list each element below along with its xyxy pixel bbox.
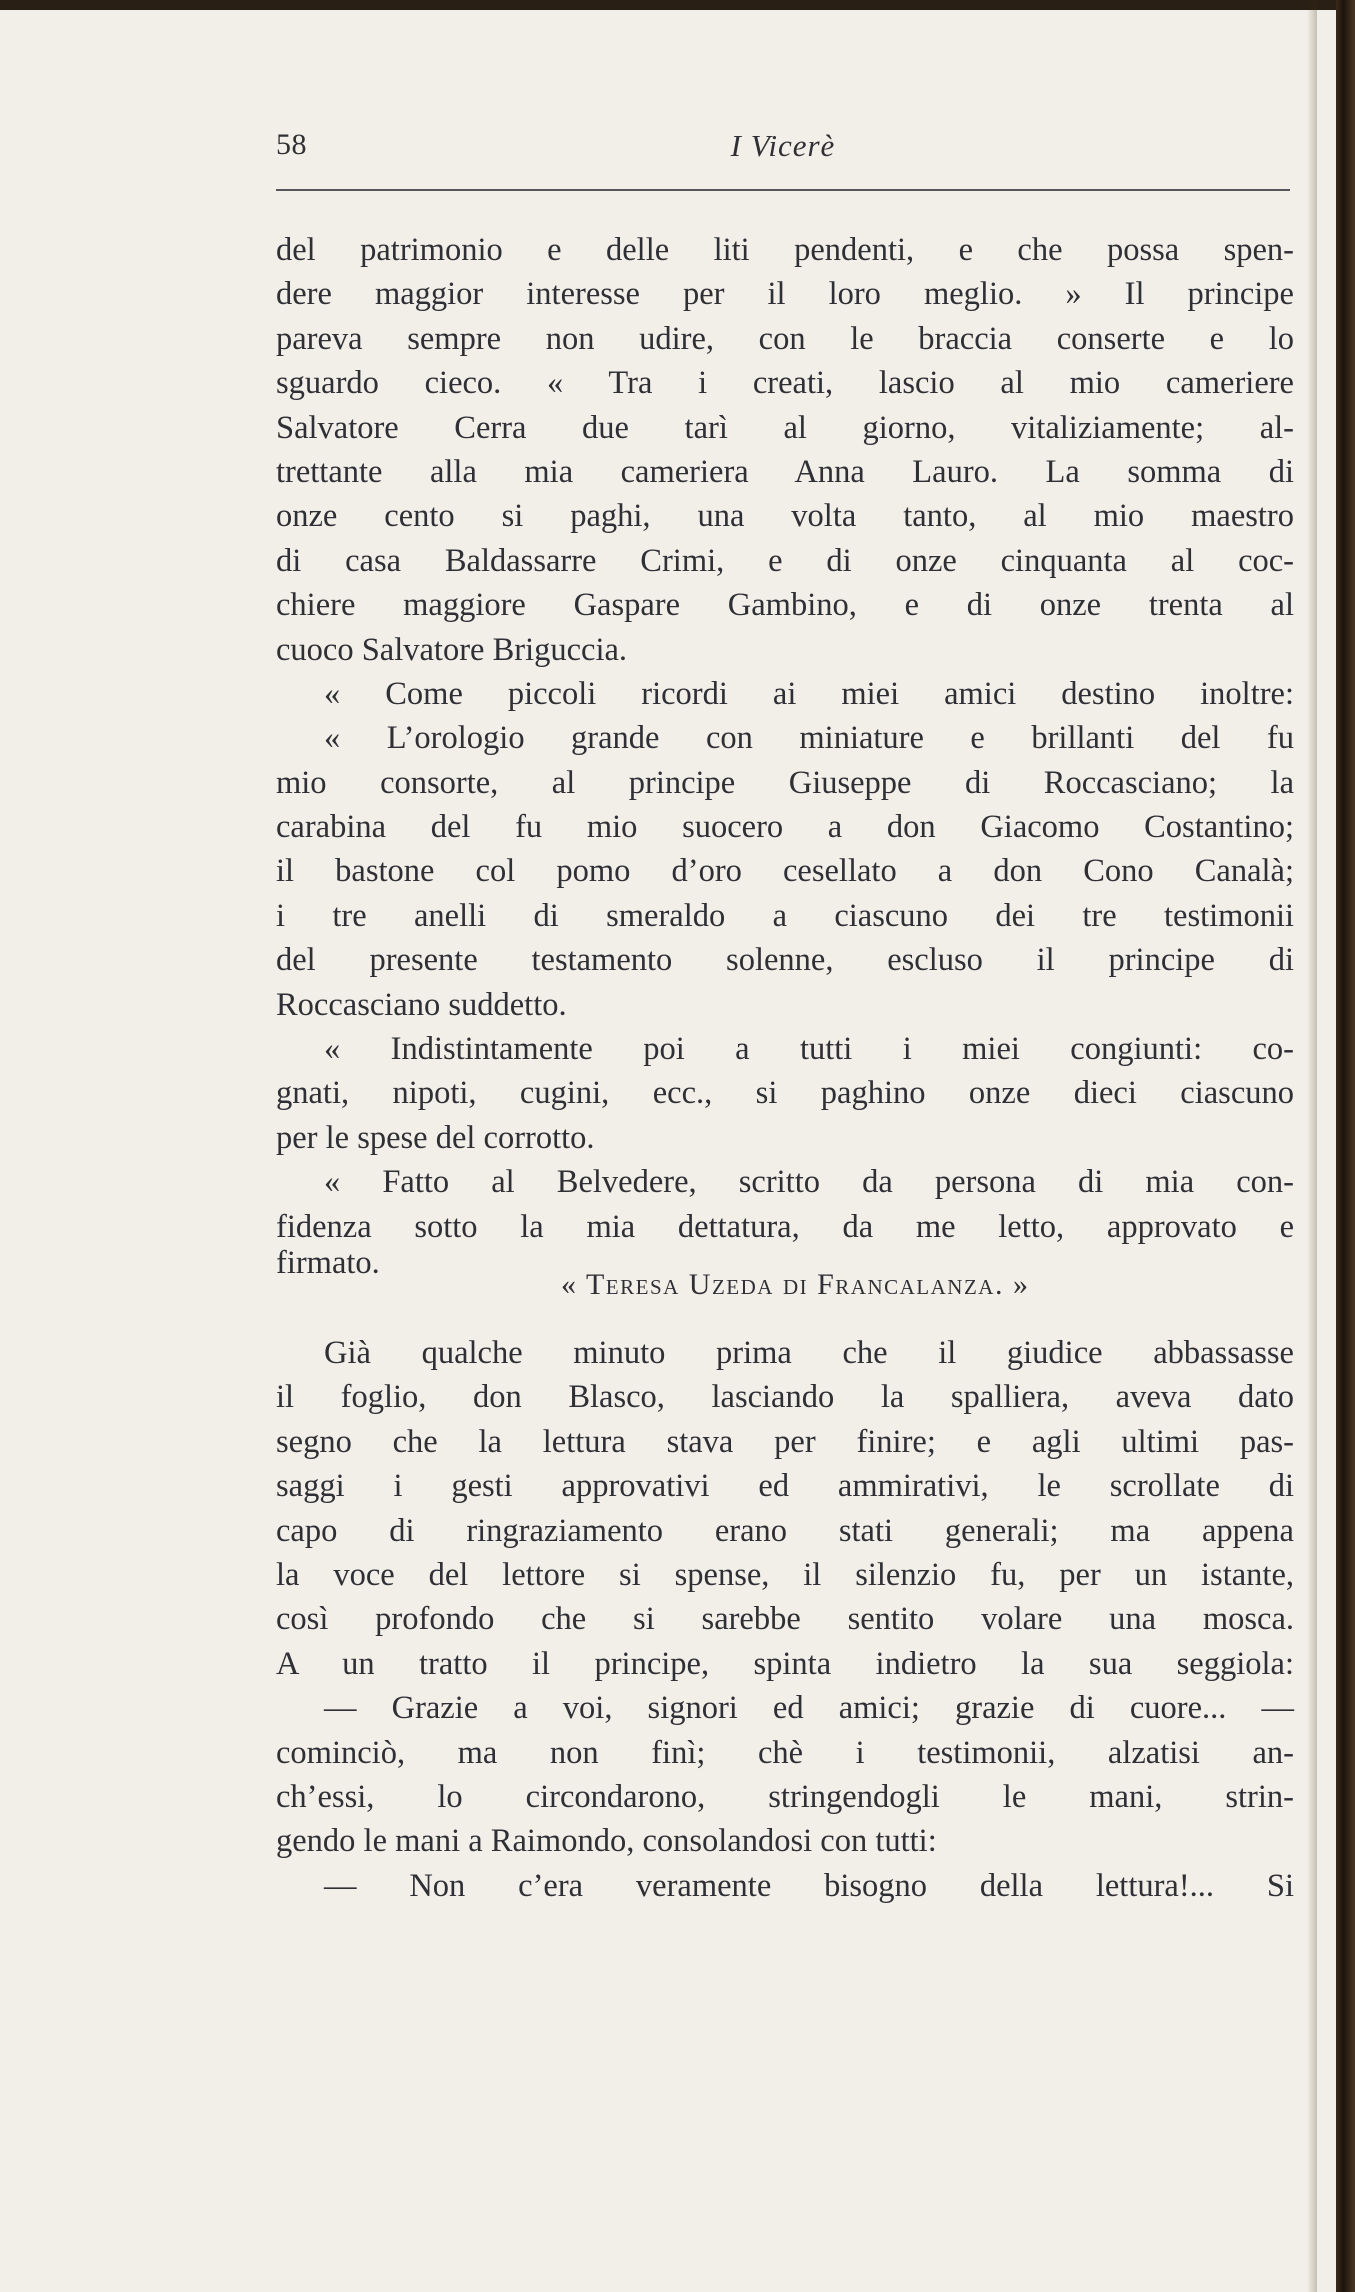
text-line: dere maggior interesse per il loro meglio. » Il principe	[276, 276, 1294, 313]
text-line: ch’essi, lo circondarono, stringendogli le mani, strin-	[276, 1778, 1294, 1815]
text-line: onze cento si paghi, una volta tanto, al mio maestro	[276, 498, 1294, 535]
text-line: cuoco Salvatore Briguccia.	[276, 631, 628, 668]
text-line: i tre anelli di smeraldo a ciascuno dei tre testimonii	[276, 897, 1294, 934]
text-line: fidenza sotto la mia dettatura, da me letto, approvato e	[276, 1208, 1294, 1245]
text-line: « Fatto al Belvedere, scritto da persona di mia con-	[324, 1164, 1294, 1201]
text-line: così profondo che si sarebbe sentito volare una mosca.	[276, 1601, 1294, 1638]
page-header	[276, 128, 1290, 178]
text-line: trettante alla mia cameriera Anna Lauro. La somma di	[276, 453, 1294, 490]
running-title: I Vicerè	[730, 128, 836, 163]
text-line: Roccasciano suddetto.	[276, 986, 567, 1023]
text-line: la voce del lettore si spense, il silenzio fu, per un istante,	[276, 1556, 1294, 1593]
paragraph-gap	[276, 1309, 1294, 1331]
text-line: carabina del fu mio suocero a don Giacomo Costantino;	[276, 809, 1294, 846]
text-line: Salvatore Cerra due tarì al giorno, vitaliziamente; al-	[276, 409, 1294, 446]
text-line: il foglio, don Blasco, lasciando la spalliera, aveva dato	[276, 1379, 1294, 1416]
text-line: « Indistintamente poi a tutti i miei congiunti: co-	[324, 1031, 1294, 1068]
body-text	[276, 228, 1294, 1908]
text-line: per le spese del corrotto.	[276, 1119, 595, 1156]
text-line: capo di ringraziamento erano stati generali; ma appena	[276, 1512, 1294, 1549]
signature-firmato: firmato.	[276, 1244, 380, 1281]
page-gutter-shadow	[1307, 0, 1317, 2292]
text-line: il bastone col pomo d’oro cesellato a don Cono Canalà;	[276, 853, 1294, 890]
text-line: chiere maggiore Gaspare Gambino, e di onze trenta al	[276, 587, 1294, 624]
signature-row	[276, 1244, 1294, 1309]
text-line: A un tratto il principe, spinta indietro la sua seggiola:	[276, 1645, 1294, 1682]
text-line: Già qualche minuto prima che il giudice abbassasse	[324, 1334, 1294, 1371]
text-line: di casa Baldassarre Crimi, e di onze cinquanta al coc-	[276, 542, 1294, 579]
text-line: pareva sempre non udire, con le braccia conserte e lo	[276, 320, 1294, 357]
text-line: saggi i gesti approvativi ed ammirativi, le scrollate di	[276, 1468, 1294, 1505]
text-line: — Non c’era veramente bisogno della lettura!... Si	[324, 1867, 1294, 1904]
text-line: — Grazie a voi, signori ed amici; grazie di cuore... —	[324, 1690, 1294, 1727]
text-line: cominciò, ma non finì; chè i testimonii, alzatisi an-	[276, 1734, 1294, 1771]
text-line: « Come piccoli ricordi ai miei amici destino inoltre:	[324, 675, 1294, 712]
scan-top-border	[0, 0, 1336, 10]
text-line: gendo le mani a Raimondo, consolandosi con tutti:	[276, 1823, 937, 1860]
page-number: 58	[276, 128, 307, 161]
header-rule	[276, 189, 1290, 191]
text-line: segno che la lettura stava per finire; e agli ultimi pas-	[276, 1423, 1294, 1460]
text-line: del patrimonio e delle liti pendenti, e che possa spen-	[276, 232, 1294, 268]
book-edge	[1336, 0, 1355, 2292]
text-line: mio consorte, al principe Giuseppe di Roccasciano; la	[276, 764, 1294, 801]
text-line: sguardo cieco. « Tra i creati, lascio al mio cameriere	[276, 365, 1294, 402]
text-line: del presente testamento solenne, escluso il principe di	[276, 942, 1294, 979]
text-line: « L’orologio grande con miniature e brillanti del fu	[324, 720, 1294, 757]
testator-signature: « Teresa Uzeda di Francalanza. »	[561, 1267, 1030, 1301]
text-line: gnati, nipoti, cugini, ecc., si paghino onze dieci ciascuno	[276, 1075, 1294, 1112]
